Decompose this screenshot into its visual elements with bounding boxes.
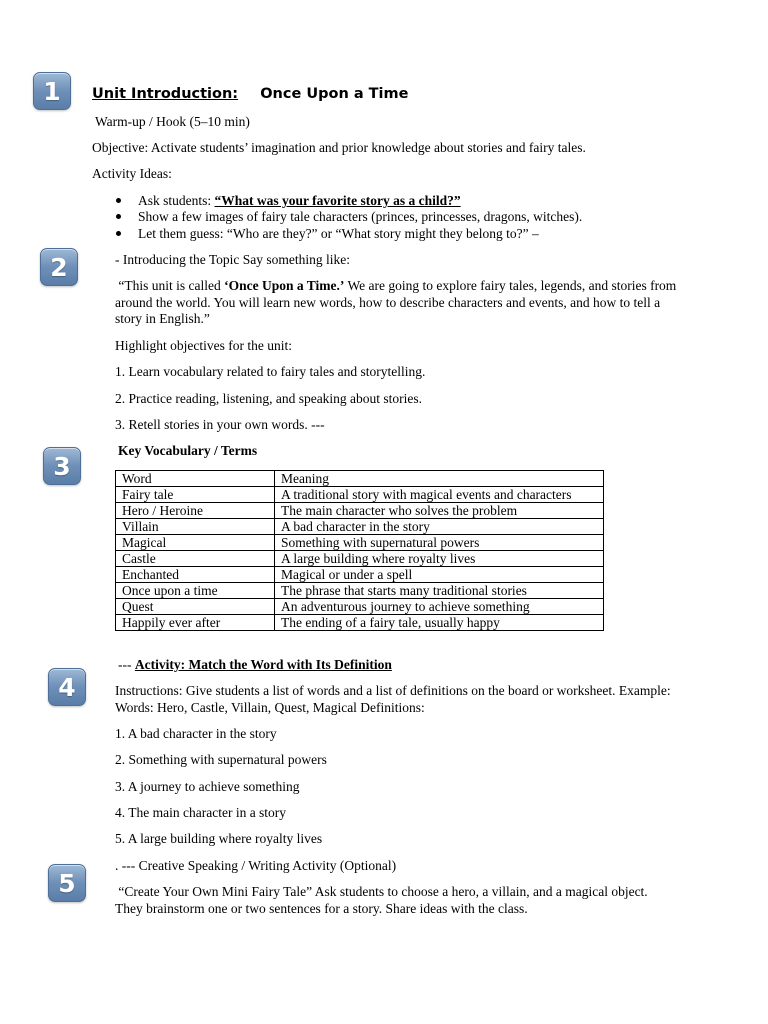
step-5-badge: 5 [48, 864, 86, 902]
table-cell-meaning: The ending of a fairy tale, usually happy [275, 615, 604, 631]
bullet-item: Let them guess: “Who are they?” or “What story might they belong to?” – [138, 226, 539, 241]
objective-item: 3. Retell stories in your own words. --- [115, 417, 325, 432]
table-row [116, 583, 604, 599]
activity-heading [118, 657, 392, 673]
table-cell-word: Villain [116, 519, 275, 535]
vocab-table [115, 470, 604, 631]
activity-heading-title: Activity: Match the Word with Its Definition [134, 657, 392, 672]
bullet-item [138, 193, 461, 209]
activity-heading-prefix: --- [118, 657, 135, 672]
definition-item: 5. A large building where royalty lives [115, 831, 323, 846]
unit-heading-label: Unit Introduction: [92, 86, 239, 102]
table-cell-meaning: Magical or under a spell [275, 567, 604, 583]
quote-start: “This unit is called [118, 278, 225, 293]
table-cell-word: Once upon a time [116, 583, 275, 599]
table-row [116, 519, 604, 535]
table-cell-word: Magical [116, 535, 275, 551]
table-header-row [116, 471, 604, 487]
quote-rest: We are going to explore fairy tales, legends, and stories from around the world. You will learn new words, how to describe characters and events, and how to tell a story in English.” [115, 278, 677, 326]
table-cell-word: Fairy tale [116, 487, 275, 503]
table-header-cell: Meaning [275, 471, 604, 487]
step-4-badge: 4 [48, 668, 86, 706]
objective-line: Objective: Activate students’ imagination and prior knowledge about stories and fairy tales. [92, 140, 586, 155]
table-header-cell: Word [116, 471, 275, 487]
bullet-dot [116, 231, 121, 236]
creative-body-text: “Create Your Own Mini Fairy Tale” Ask students to choose a hero, a villain, and a magical object. They brainstorm one or two sentences for a story. Share ideas with the class. [115, 884, 648, 916]
table-cell-word: Hero / Heroine [116, 503, 275, 519]
table-cell-word: Happily ever after [116, 615, 275, 631]
bullet-dot [116, 214, 121, 219]
table-row [116, 615, 604, 631]
topic-intro: - Introducing the Topic Say something like: [115, 252, 351, 267]
table-row [116, 567, 604, 583]
warmup-line: Warm-up / Hook (5–10 min) [95, 114, 250, 129]
creative-heading: . --- Creative Speaking / Writing Activity (Optional) [115, 858, 397, 873]
bullet-dot [116, 198, 121, 203]
unit-heading [92, 86, 408, 102]
creative-body [115, 884, 655, 917]
definition-item: 4. The main character in a story [115, 805, 287, 820]
activity-ideas-label: Activity Ideas: [92, 166, 172, 181]
table-row [116, 551, 604, 567]
table-cell-meaning: A large building where royalty lives [275, 551, 604, 567]
step-3-badge: 3 [43, 447, 81, 485]
bullet-emphasis: “What was your favorite story as a child?” [214, 193, 461, 208]
table-row [116, 599, 604, 615]
activity-instructions: Instructions: Give students a list of words and a list of definitions on the board or worksheet. Example: Words: Hero, Castle, Villain, Quest, Magical Definitions: [115, 683, 671, 715]
vocab-heading: Key Vocabulary / Terms [118, 443, 258, 458]
objective-item: 1. Learn vocabulary related to fairy tales and storytelling. [115, 364, 426, 379]
step-1-badge: 1 [33, 72, 71, 110]
table-cell-meaning: A bad character in the story [275, 519, 604, 535]
bullet-text: Ask students: [138, 193, 215, 208]
table-row [116, 535, 604, 551]
unit-heading-title: Once Upon a Time [260, 86, 409, 102]
table-row [116, 487, 604, 503]
table-cell-word: Castle [116, 551, 275, 567]
table-row [116, 503, 604, 519]
highlight-objectives: Highlight objectives for the unit: [115, 338, 292, 353]
definition-item: 1. A bad character in the story [115, 726, 277, 741]
bullet-item: Show a few images of fairy tale characters (princes, princesses, dragons, witches). [138, 209, 583, 224]
step-2-badge: 2 [40, 248, 78, 286]
table-cell-meaning: Something with supernatural powers [275, 535, 604, 551]
objective-item: 2. Practice reading, listening, and speaking about stories. [115, 391, 423, 406]
table-cell-meaning: An adventurous journey to achieve something [275, 599, 604, 615]
table-cell-word: Enchanted [116, 567, 275, 583]
table-cell-meaning: A traditional story with magical events and characters [275, 487, 604, 503]
definition-item: 2. Something with supernatural powers [115, 752, 327, 767]
table-cell-word: Quest [116, 599, 275, 615]
table-cell-meaning: The main character who solves the problem [275, 503, 604, 519]
definition-item: 3. A journey to achieve something [115, 779, 300, 794]
topic-quote [115, 278, 685, 328]
quote-title: ‘Once Upon a Time.’ [224, 278, 345, 293]
table-cell-meaning: The phrase that starts many traditional stories [275, 583, 604, 599]
